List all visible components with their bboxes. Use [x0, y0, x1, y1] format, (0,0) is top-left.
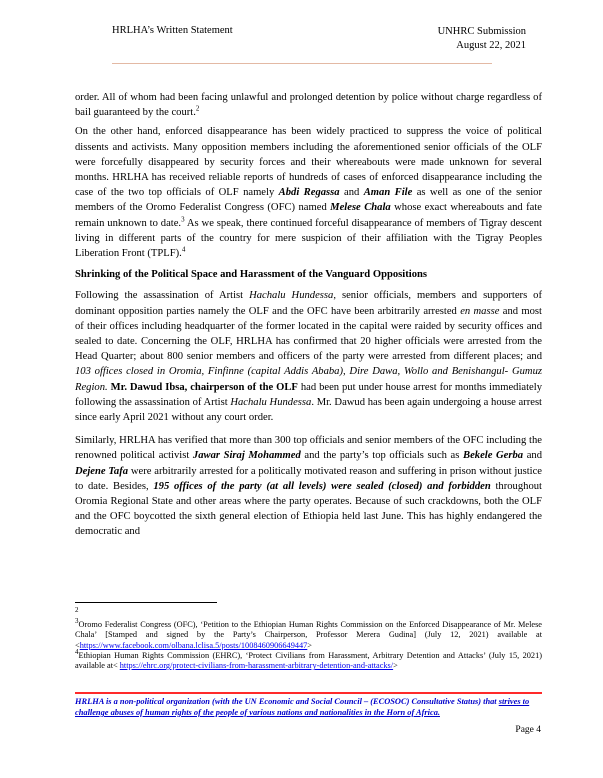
paragraph-2-text-b: and — [339, 187, 364, 199]
paragraph-2-text-d: whose exact whereabouts and fate remain unknown to date. — [75, 202, 542, 229]
footnote-ref-3[interactable]: 3 — [181, 215, 185, 224]
header-date: August 22, 2021 — [456, 40, 526, 51]
paragraph-4 — [75, 433, 542, 539]
footnote-4 — [75, 648, 542, 672]
paragraph-2-text-c: as well as one of the senior members of the Oromo Federalist Congress (OFC) named — [75, 187, 542, 214]
footnote-4-text: Ethiopian Human Rights Commission (EHRC), ‘Protect Civilians from Harassment, Arbitrary Detention and Attacks’ (July 15, 2021) available at< — [75, 650, 542, 671]
paragraph-3-text-e: . Mr. Dawud has been again undergoing a house arrest since early April 2021 without any court order. — [75, 396, 543, 424]
footnote-4-end: > — [393, 661, 398, 671]
paragraph-4-text-a: Similarly, HRLHA has verified that more than 300 top officials and senior members of the OFC including the renowned political activist — [75, 435, 542, 462]
footnote-3-text: Oromo Federalist Congress (OFC), ‘Petition to the Ethiopian Human Rights Commission on the Enforced Disappearance of Mr. Melese Chala’ [Stamped and signed by the Party’s Chairperson, Professor Merera Gudina] (July 12, 2021) available at < — [75, 620, 542, 650]
name-aman-file: Aman File — [363, 187, 413, 199]
paragraph-1-text: order. All of whom had been facing unlawful and prolonged detention by police without charge regardless of bail guaranteed by the court. — [75, 92, 542, 119]
page-number: Page 4 — [515, 725, 541, 735]
organization-note — [75, 696, 542, 718]
footnote-3-link[interactable]: https://www.facebook.com/olbana.lclisa.5/posts/1008460906649447 — [79, 640, 308, 650]
footnote-2-marker: 2 — [75, 606, 79, 614]
footer-divider — [75, 692, 542, 694]
paragraph-4-text-c: and — [523, 450, 542, 462]
footnote-3 — [75, 617, 542, 651]
footnote-3-end: > — [307, 640, 312, 650]
header-title-left: HRLHA’s Written Statement — [112, 25, 233, 36]
name-abdi-regassa: Abdi Regassa — [278, 187, 340, 199]
paragraph-3-text-b: , senior officials, members and supporters of dominant opposition parties namely the OLF and the OFC have been arbitrarily arrested — [75, 290, 543, 317]
footnotes — [75, 617, 542, 671]
paragraph-3 — [75, 288, 542, 425]
paragraph-4-text-d: were arbitrarily arrested for a politically motivated reason and suffering in prison without justice to date. Besides, — [75, 465, 542, 492]
name-bekele-gerba: Bekele Gerba — [463, 450, 524, 462]
footnote-ref-2[interactable]: 2 — [195, 104, 200, 113]
organization-note-line-2: strives to challenge abuses of human rights of the people of various nations and nationalities in the Horn of Africa. — [75, 697, 530, 717]
offices-closed-text: 103 offices closed in Oromia, Finfinne (capital Addis Ababa), Dire Dawa, Wollo and Benishangul- Gumuz Region. — [75, 366, 542, 393]
footnote-divider — [75, 602, 217, 603]
name-hachalu-hundessa-2: Hachalu Hundessa — [230, 396, 312, 408]
paragraph-4-text-e: throughout Oromia Regional State and other areas where the party operates. Because of such crackdowns, both the OLF and the OFC boycotted the sixth general election of Ethiopia held last June. This has highly endangered the democratic and — [75, 480, 542, 538]
paragraph-3-text-a: Following the assassination of Artist — [75, 290, 250, 302]
name-hachalu-hundessa: Hachalu Hundessa — [249, 290, 334, 302]
paragraph-3-text-c: and most of their offices including headquarter of the former located in the capital were raided by security offices and sealed to date. Concerning the OLF, HRLHA has confirmed that 20 higher officials were arrested from the Head Quarter; about 800 senior members and officers of the party were arrested from different places; and — [75, 305, 542, 363]
paragraph-2 — [75, 124, 542, 261]
footnote-ref-4[interactable]: 4 — [181, 245, 186, 254]
paragraph-2-text-a: On the other hand, enforced disappearance has been widely practiced to suppress the voice of political dissents and activists. Many opposition members including the aforementioned senior officials of the OLF were forcefully disappeared by security forces and their whereabouts were made unknown for several months. HRLHA has received reliable reports of hundreds of cases of enforced disappearance including the case of the two top officials of OLF namely — [75, 126, 542, 199]
name-dawud-ibsa: Mr. Dawud Ibsa, chairperson of the OLF — [110, 381, 298, 393]
section-heading: Shrinking of the Political Space and Harassment of the Vanguard Oppositions — [75, 269, 428, 281]
name-melese-chala: Melese Chala — [330, 202, 391, 214]
paragraph-1 — [75, 90, 542, 120]
header-right — [438, 25, 526, 53]
name-jawar-siraj-mohammed: Jawar Siraj Mohammed — [192, 450, 301, 462]
organization-note-line-1: HRLHA is a non-political organization (with the UN Economic and Social Council – (ECOSOC) Consultative Status) that — [75, 697, 499, 706]
footnote-4-marker: 4 — [75, 648, 79, 657]
header-divider — [112, 63, 492, 64]
offices-sealed-text: 195 offices of the party (at all levels) were sealed (closed) and forbidden — [153, 480, 491, 492]
header-submission: UNHRC Submission — [437, 26, 526, 37]
paragraph-2-text-e: As we speak, there continued forceful disappearance of members of Tigray descent living in different parts of the country for mere suspicion of their affiliation with the Tigray Peoples Liberation Front (TPLF). — [75, 217, 542, 260]
document-body — [75, 90, 542, 544]
paragraph-4-text-b: and the party’s top officials such as — [300, 450, 463, 462]
term-en-masse: en masse — [460, 305, 500, 317]
paragraph-3-text-d: had been put under house arrest for months immediately following the assassination of Artist — [75, 381, 542, 408]
footnote-3-marker: 3 — [75, 617, 79, 626]
name-dejene-tafa: Dejene Tafa — [75, 465, 129, 477]
footnote-4-link[interactable]: https://ehrc.org/protect-civilians-from-harassment-arbitrary-detention-and-attacks/ — [119, 661, 394, 671]
